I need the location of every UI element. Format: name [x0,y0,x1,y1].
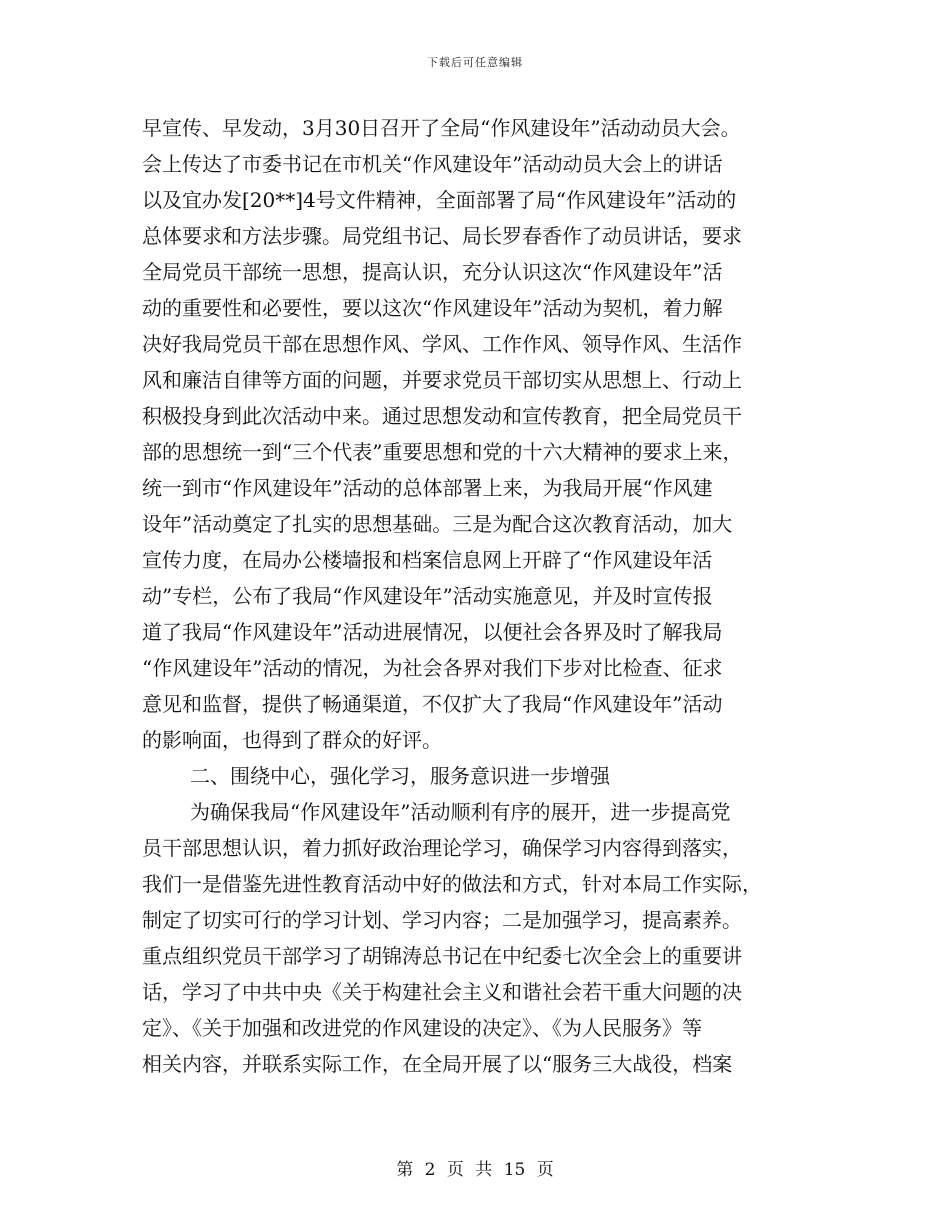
text-line: 话，学习了中共中央《关于构建社会主义和谐社会若干重大问题的决 [142,980,742,1004]
paragraph-first-line: 为确保我局“作风建设年”活动顺利有序的展开，进一步提高党 [190,800,731,824]
page-number: 第 2 页 共 15 页 [396,1160,554,1180]
text-line: 早宣传、早发动，3月30日召开了全局“作风建设年”活动动员大会。 [142,116,741,140]
text-line: 积极投身到此次活动中来。通过思想发动和宣传教育，把全局党员干 [142,404,742,428]
text-line: 定》、《关于加强和改进党的作风建设的决定》、《为人民服务》等 [142,1016,702,1040]
text-line: 意见和监督，提供了畅通渠道，不仅扩大了我局“作风建设年”活动 [142,692,723,716]
text-line: 总体要求和方法步骤。局党组书记、局长罗春香作了动员讲话，要求 [142,224,742,248]
text-line: 我们一是借鉴先进性教育活动中好的做法和方式，针对本局工作实际， [142,872,762,896]
text-line: 的影响面，也得到了群众的好评。 [142,728,442,752]
text-line: 以及宜办发[20**]4号文件精神，全面部署了局“作风建设年”活动的 [142,188,737,212]
text-line: 重点组织党员干部学习了胡锦涛总书记在中纪委七次全会上的重要讲 [142,944,742,968]
text-line: 决好我局党员干部在思想作风、学风、工作作风、领导作风、生活作 [142,332,742,356]
text-line: 动的重要性和必要性，要以这次“作风建设年”活动为契机，着力解 [142,296,723,320]
text-line: 制定了切实可行的学习计划、学习内容；二是加强学习，提高素养。 [142,908,742,932]
document-body [142,110,814,1082]
text-line: 动”专栏，公布了我局“作风建设年”活动实施意见，并及时宣传报 [142,584,713,608]
text-line: 设年”活动奠定了扎实的思想基础。三是为配合这次教育活动，加大 [142,512,733,536]
text-line: 宣传力度，在局办公楼墙报和档案信息网上开辟了“作风建设年活 [142,548,713,572]
text-line: 道了我局“作风建设年”活动进展情况，以便社会各界及时了解我局 [142,620,723,644]
text-line: 部的思想统一到“三个代表”重要思想和党的十六大精神的要求上来， [142,440,743,464]
text-line: 统一到市“作风建设年”活动的总体部署上来，为我局开展“作风建 [142,476,713,500]
text-line: “作风建设年”活动的情况，为社会各界对我们下步对比检查、征求 [142,656,723,680]
page-header: 下载后可任意编辑 [427,56,523,69]
text-line: 全局党员干部统一思想，提高认识，充分认识这次“作风建设年”活 [142,260,723,284]
text-line: 员干部思想认识，着力抓好政治理论学习，确保学习内容得到落实， [142,836,742,860]
section-heading: 二、围绕中心，强化学习，服务意识进一步增强 [190,764,610,788]
text-line: 相关内容，并联系实际工作，在全局开展了以“服务三大战役，档案 [142,1052,733,1076]
text-line: 会上传达了市委书记在市机关“作风建设年”活动动员大会上的讲话 [142,152,723,176]
text-line: 风和廉洁自律等方面的问题，并要求党员干部切实从思想上、行动上 [142,368,742,392]
